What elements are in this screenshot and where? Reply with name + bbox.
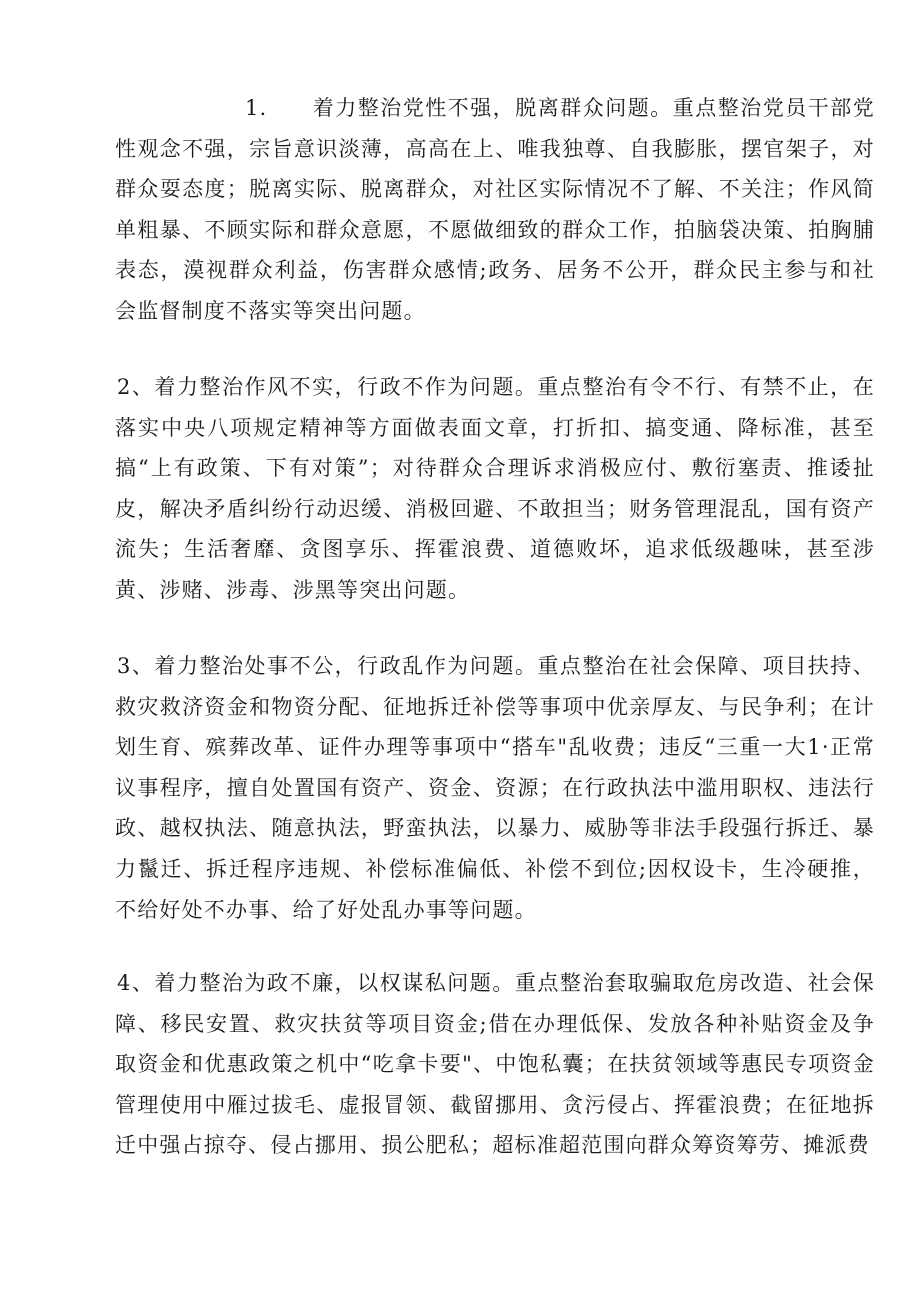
paragraph-3: 3、着力整治处事不公，行政乱作为问题。重点整治在社会保障、项目扶持、救灾救济资金和物资分配、征地拆迁补偿等事项中优亲厚友、与民争利；在计划生育、殡葬改革、证件办理等事项中“搭车"乱收费；违反“三重一大1·正常议事程序，擅自处置国有资产、资金、资源；在行政执法中滥用职权、违法行政、越权执法、随意执法，野蛮执法，以暴力、威胁等非法手段强行拆迁、暴力鬣迁、拆迁程序违规、补偿标准偏低、补偿不到位;因权设卡，生冷硬推，不给好处不办事、给了好处乱办事等问题。 (115, 654, 875, 922)
paragraph-2: 2、着力整治作风不实，行政不作为问题。重点整治有令不行、有禁不止，在落实中央八项规定精神等方面做表面文章，打折扣、搞变通、降标准，甚至搞“上有政策、下有对策”；对待群众合理诉求消极应付、敷衍塞责、推诿扯皮，解决矛盾纠纷行动迟缓、消极回避、不敢担当；财务管理混乱，国有资产流失；生活奢靡、贪图享乐、挥霍浪费、道德败坏，追求低级趣味，甚至涉黄、涉赌、涉毒、涉黑等突出问题。 (115, 375, 875, 602)
paragraph-4: 4、着力整治为政不廉，以权谋私问题。重点整治套取骗取危房改造、社会保障、移民安置、救灾扶贫等项目资金;借在办理低保、发放各种补贴资金及争取资金和优惠政策之机中“吃拿卡要"、中饱私囊；在扶贫领域等惠民专项资金管理使用中雁过拔毛、虚报冒领、截留挪用、贪污侵占、挥霍浪费；在征地拆迁中强占掠夺、侵占挪用、损公肥私；超标准超范围向群众筹资筹劳、摊派费 (115, 971, 875, 1158)
paragraph-1: 1. 着力整治党性不强，脱离群众问题。重点整治党员干部党性观念不强，宗旨意识淡薄，高高在上、唯我独尊、自我膨胀，摆官架子，对群众耍态度；脱离实际、脱离群众，对社区实际情况不了解、不关注；作风简单粗暴、不顾实际和群众意愿，不愿做细致的群众工作，拍脑袋决策、拍胸脯表态，漠视群众利益，伤害群众感情;政务、居务不公开，群众民主参与和社会监督制度不落实等突出问题。 (115, 96, 875, 323)
